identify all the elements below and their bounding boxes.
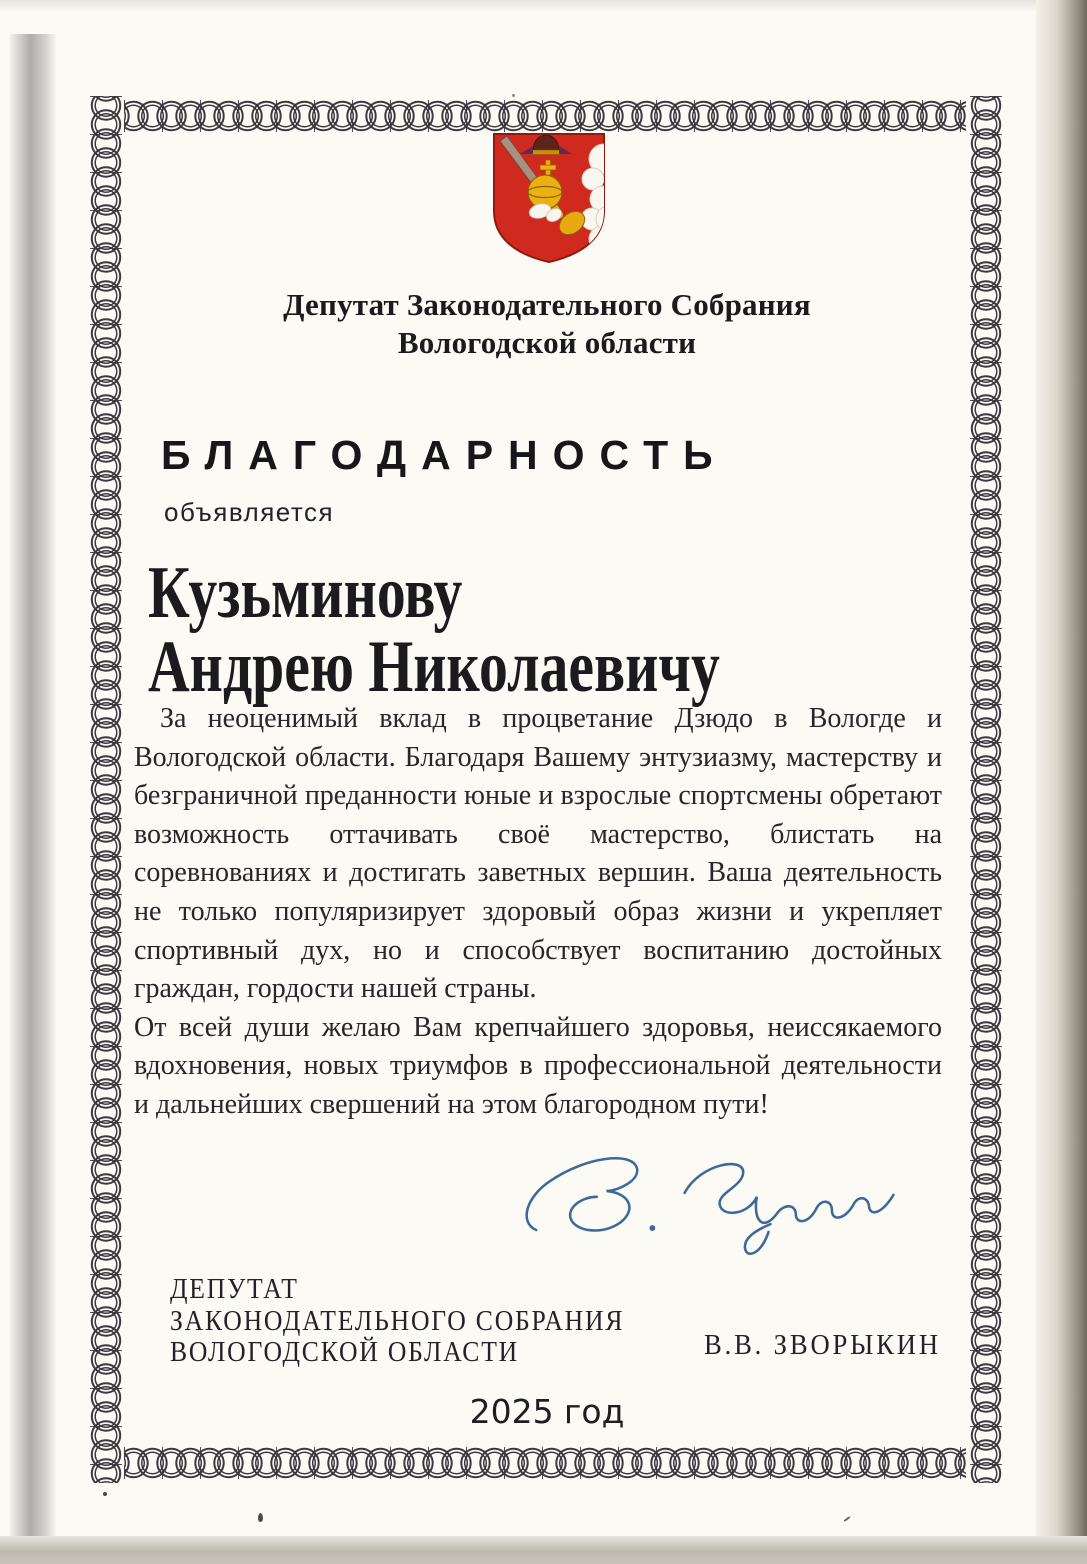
signer-position-line3: ВОЛОГОДСКОЙ ОБЛАСТИ — [170, 1337, 520, 1368]
paper-speck — [258, 1513, 263, 1522]
signer-position-line1: ДЕПУТАТ — [170, 1274, 299, 1305]
body-text — [134, 700, 942, 1125]
vologda-coat-of-arms-icon — [488, 131, 610, 265]
paper-speck — [103, 1492, 107, 1496]
certificate-subtitle: объявляется — [164, 497, 335, 527]
paper-speck — [843, 1516, 851, 1522]
certificate-title: БЛАГОДАРНОСТЬ — [161, 432, 728, 478]
recipient-name-line2: Андрею Николаевичу — [148, 626, 720, 708]
issuer-header-line1: Депутат Законодательного Собрания — [283, 287, 811, 322]
photo-edge-right — [1036, 0, 1087, 1564]
photo-edge-top — [0, 0, 1087, 12]
photo-edge-bottom — [0, 1536, 1087, 1564]
paper-speck — [512, 94, 515, 97]
handwritten-signature — [512, 1148, 904, 1270]
photo-edge-left — [10, 34, 56, 1564]
year-line: 2025 год — [469, 1392, 625, 1431]
issuer-header-line2: Вологодской области — [397, 325, 697, 360]
signer-name: В.В. ЗВОРЫКИН — [704, 1330, 941, 1361]
recipient-name — [148, 552, 720, 708]
body-paragraph-2: От всей души желаю Вам крепчайшего здоровья, неиссякаемого вдохновения, новых триумфов в профессиональной деятельности и дальнейших свершений на этом благородном пути! — [134, 1011, 942, 1120]
body-paragraph-1: За неоценимый вклад в процветание Дзюдо в Вологде и Вологодской области. Благодаря Вашему энтузиазму, мастерству и безграничной преданности юные и взрослые спортсмены обретают возможность оттачивать своё мастерство, блистать на соревнованиях и достигать заветных вершин. Ваша деятельность не только популяризирует здоровый образ жизни и укрепляет спортивный дух, но и способствует воспитанию достойных граждан, гордости нашей страны. — [134, 703, 942, 1005]
signer-position-block — [170, 1274, 624, 1369]
recipient-name-line1: Кузьминову — [148, 552, 463, 634]
signer-position-line2: ЗАКОНОДАТЕЛЬНОГО СОБРАНИЯ — [170, 1305, 625, 1337]
issuer-header — [128, 286, 966, 362]
